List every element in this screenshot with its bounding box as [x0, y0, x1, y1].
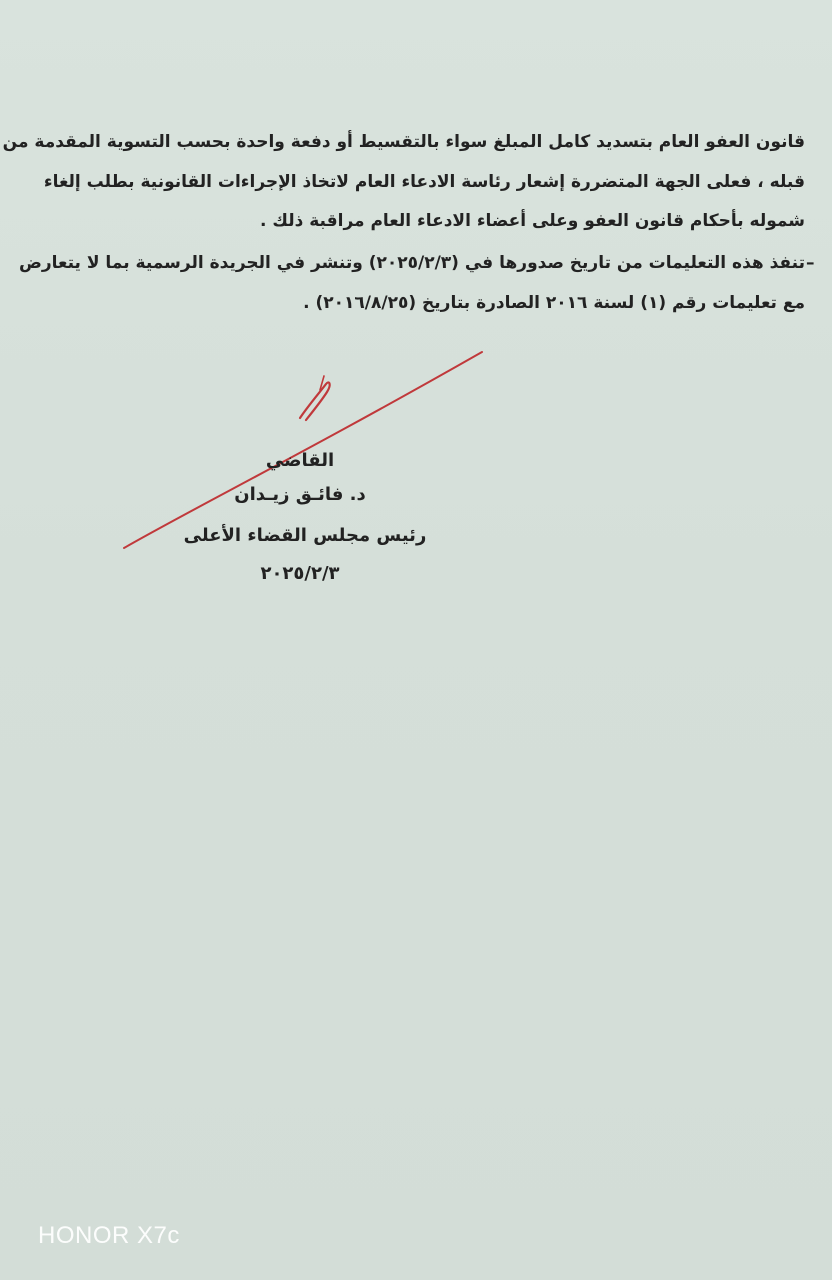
camera-watermark: HONOR X7c — [38, 1222, 180, 1249]
paragraph-line: مع تعليمات رقم (١) لسنة ٢٠١٦ الصادرة بتاريخ (٢٠١٦/٨/٢٥) . — [303, 293, 805, 313]
signatory-name: د. فائـق زيـدان — [234, 484, 366, 505]
list-bullet: – — [806, 253, 815, 273]
signature-date: ٢٠٢٥/٢/٣ — [260, 563, 340, 584]
paragraph-line: قانون العفو العام بتسديد كامل المبلغ سواء بالتقسيط أو دفعة واحدة بحسب التسوية المقدمة من — [2, 132, 805, 152]
document-body — [2, 0, 805, 340]
paragraph-line: تنفذ هذه التعليمات من تاريخ صدورها في (٢٠٢٥/٢/٣) وتنشر في الجريدة الرسمية بما لا يتعارض — [18, 253, 805, 273]
signatory-title: القاضي — [265, 450, 335, 471]
paragraph-line: قبله ، فعلى الجهة المتضررة إشعار رئاسة الادعاء العام لاتخاذ الإجراءات القانونية بطلب إلغاء — [43, 172, 805, 192]
signatory-position: رئيس مجلس القضاء الأعلى — [183, 525, 427, 546]
paragraph-line: شموله بأحكام قانون العفو وعلى أعضاء الادعاء العام مراقبة ذلك . — [260, 211, 805, 231]
